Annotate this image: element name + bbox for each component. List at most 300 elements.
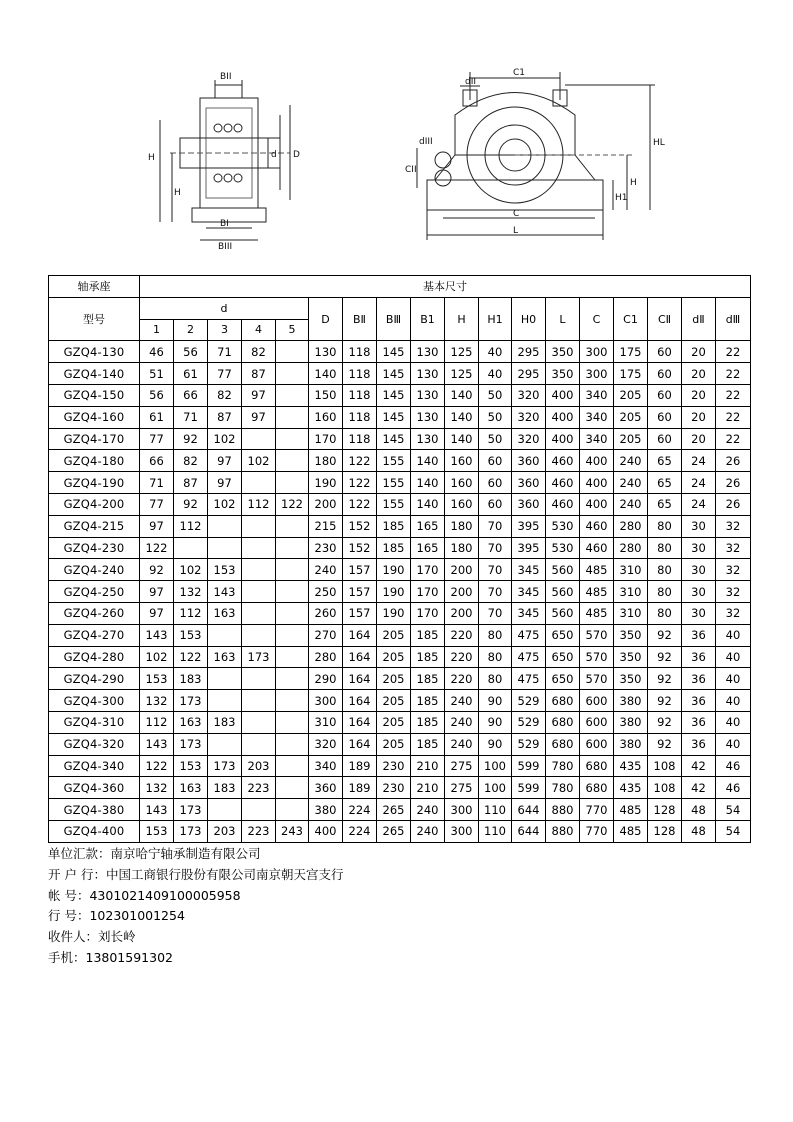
dim-cell: 36 bbox=[682, 624, 716, 646]
dim-cell: 300 bbox=[580, 363, 614, 385]
model-cell: GZQ4-340 bbox=[49, 755, 140, 777]
d-cell: 203 bbox=[242, 755, 276, 777]
dim-cell: 100 bbox=[479, 777, 512, 799]
d-cell: 173 bbox=[242, 646, 276, 668]
dim-cell: 160 bbox=[445, 493, 479, 515]
dim-cell: 680 bbox=[580, 777, 614, 799]
header-bearing-seat: 轴承座 bbox=[49, 276, 140, 298]
dim-cell: 130 bbox=[411, 363, 445, 385]
dim-cell: 200 bbox=[445, 602, 479, 624]
dim-cell: 230 bbox=[377, 755, 411, 777]
d-cell: 163 bbox=[208, 602, 242, 624]
dim-cell: 400 bbox=[580, 472, 614, 494]
dim-cell: 20 bbox=[682, 363, 716, 385]
dim-cell: 275 bbox=[445, 777, 479, 799]
dim-cell: 140 bbox=[445, 384, 479, 406]
dim-cell: 140 bbox=[309, 363, 343, 385]
dim-cell: 300 bbox=[445, 799, 479, 821]
d-cell: 92 bbox=[140, 559, 174, 581]
dim-cell: 350 bbox=[546, 363, 580, 385]
dim-cell: 460 bbox=[580, 537, 614, 559]
d-cell: 173 bbox=[174, 799, 208, 821]
d-cell: 97 bbox=[140, 581, 174, 603]
dim-cell: 164 bbox=[343, 733, 377, 755]
dim-cell: 400 bbox=[309, 820, 343, 842]
table-row bbox=[49, 733, 751, 755]
d-cell bbox=[276, 341, 309, 363]
d-cell: 112 bbox=[140, 711, 174, 733]
d-cell: 97 bbox=[242, 406, 276, 428]
dim-cell: 570 bbox=[580, 646, 614, 668]
dim-cell: 24 bbox=[682, 472, 716, 494]
d-cell bbox=[242, 624, 276, 646]
dim-cell: 530 bbox=[546, 515, 580, 537]
dim-cell: 90 bbox=[479, 690, 512, 712]
dim-cell: 145 bbox=[377, 384, 411, 406]
dim-cell: 224 bbox=[343, 799, 377, 821]
d-cell bbox=[276, 690, 309, 712]
dim-cell: 46 bbox=[716, 777, 751, 799]
dim-cell: 60 bbox=[648, 384, 682, 406]
d-cell: 92 bbox=[174, 428, 208, 450]
dim-cell: 395 bbox=[512, 537, 546, 559]
header-dim: D bbox=[309, 297, 343, 341]
model-cell: GZQ4-240 bbox=[49, 559, 140, 581]
dim-cell: 36 bbox=[682, 733, 716, 755]
d-cell bbox=[276, 711, 309, 733]
dim-cell: 485 bbox=[580, 559, 614, 581]
dim-cell: 40 bbox=[716, 690, 751, 712]
d-cell bbox=[242, 428, 276, 450]
dim-cell: 340 bbox=[580, 406, 614, 428]
dim-cell: 118 bbox=[343, 406, 377, 428]
dim-cell: 30 bbox=[682, 537, 716, 559]
header-basic-dims: 基本尺寸 bbox=[140, 276, 751, 298]
d-cell bbox=[242, 799, 276, 821]
d-cell bbox=[208, 515, 242, 537]
table-row bbox=[49, 537, 751, 559]
label-bii: BII bbox=[220, 72, 232, 82]
d-cell: 173 bbox=[174, 733, 208, 755]
dim-cell: 360 bbox=[512, 493, 546, 515]
d-cell: 203 bbox=[208, 820, 242, 842]
d-cell bbox=[276, 450, 309, 472]
dim-cell: 122 bbox=[343, 450, 377, 472]
table-row bbox=[49, 384, 751, 406]
dim-cell: 122 bbox=[343, 493, 377, 515]
dim-cell: 125 bbox=[445, 363, 479, 385]
dim-cell: 380 bbox=[614, 733, 648, 755]
dim-cell: 460 bbox=[580, 515, 614, 537]
d-cell: 87 bbox=[208, 406, 242, 428]
dim-cell: 530 bbox=[546, 537, 580, 559]
d-cell bbox=[276, 384, 309, 406]
d-cell bbox=[174, 537, 208, 559]
dim-cell: 36 bbox=[682, 690, 716, 712]
dim-cell: 118 bbox=[343, 341, 377, 363]
info-account: 帐 号：4301021409100005958 bbox=[48, 887, 241, 903]
dim-cell: 400 bbox=[546, 428, 580, 450]
dim-cell: 50 bbox=[479, 384, 512, 406]
dim-cell: 50 bbox=[479, 428, 512, 450]
d-cell bbox=[276, 668, 309, 690]
model-cell: GZQ4-150 bbox=[49, 384, 140, 406]
dim-cell: 680 bbox=[546, 690, 580, 712]
dim-cell: 485 bbox=[614, 799, 648, 821]
d-cell: 173 bbox=[208, 755, 242, 777]
dim-cell: 60 bbox=[648, 406, 682, 428]
model-cell: GZQ4-280 bbox=[49, 646, 140, 668]
dim-cell: 80 bbox=[648, 515, 682, 537]
dim-cell: 230 bbox=[377, 777, 411, 799]
table-row bbox=[49, 711, 751, 733]
dim-cell: 340 bbox=[580, 384, 614, 406]
dim-cell: 780 bbox=[546, 755, 580, 777]
label-c: C bbox=[513, 209, 520, 219]
label-biii: BIII bbox=[218, 242, 233, 250]
dim-cell: 164 bbox=[343, 668, 377, 690]
dim-cell: 20 bbox=[682, 406, 716, 428]
dim-cell: 90 bbox=[479, 733, 512, 755]
dim-cell: 599 bbox=[512, 755, 546, 777]
dim-cell: 200 bbox=[445, 559, 479, 581]
dim-cell: 40 bbox=[716, 733, 751, 755]
model-cell: GZQ4-270 bbox=[49, 624, 140, 646]
d-cell: 97 bbox=[242, 384, 276, 406]
dim-cell: 48 bbox=[682, 799, 716, 821]
dim-cell: 122 bbox=[343, 472, 377, 494]
dim-cell: 130 bbox=[411, 384, 445, 406]
dim-cell: 880 bbox=[546, 820, 580, 842]
dim-cell: 340 bbox=[580, 428, 614, 450]
d-cell bbox=[242, 581, 276, 603]
d-cell bbox=[208, 733, 242, 755]
d-cell bbox=[242, 733, 276, 755]
table-row bbox=[49, 450, 751, 472]
dim-cell: 157 bbox=[343, 581, 377, 603]
d-cell: 46 bbox=[140, 341, 174, 363]
d-cell: 77 bbox=[140, 428, 174, 450]
d-cell: 132 bbox=[140, 690, 174, 712]
dim-cell: 140 bbox=[445, 406, 479, 428]
dim-cell: 770 bbox=[580, 799, 614, 821]
model-cell: GZQ4-230 bbox=[49, 537, 140, 559]
dim-cell: 65 bbox=[648, 450, 682, 472]
dim-cell: 140 bbox=[411, 493, 445, 515]
d-cell bbox=[242, 559, 276, 581]
dim-cell: 175 bbox=[614, 363, 648, 385]
label-cii: CII bbox=[405, 165, 417, 175]
d-cell: 122 bbox=[276, 493, 309, 515]
header-dim: BⅡ bbox=[343, 297, 377, 341]
dim-cell: 240 bbox=[614, 493, 648, 515]
dim-cell: 175 bbox=[614, 341, 648, 363]
dim-cell: 80 bbox=[479, 668, 512, 690]
dim-cell: 92 bbox=[648, 711, 682, 733]
dim-cell: 280 bbox=[614, 537, 648, 559]
d-cell: 153 bbox=[208, 559, 242, 581]
model-cell: GZQ4-190 bbox=[49, 472, 140, 494]
dim-cell: 275 bbox=[445, 755, 479, 777]
dim-cell: 42 bbox=[682, 777, 716, 799]
dim-cell: 128 bbox=[648, 820, 682, 842]
dim-cell: 400 bbox=[546, 384, 580, 406]
dim-cell: 210 bbox=[411, 755, 445, 777]
dim-cell: 320 bbox=[512, 428, 546, 450]
dim-cell: 780 bbox=[546, 777, 580, 799]
d-cell: 77 bbox=[208, 363, 242, 385]
dim-cell: 157 bbox=[343, 602, 377, 624]
dim-cell: 475 bbox=[512, 646, 546, 668]
d-cell bbox=[208, 537, 242, 559]
d-cell bbox=[276, 624, 309, 646]
model-cell: GZQ4-260 bbox=[49, 602, 140, 624]
dim-cell: 40 bbox=[479, 363, 512, 385]
dim-cell: 185 bbox=[411, 690, 445, 712]
dim-cell: 164 bbox=[343, 711, 377, 733]
table-row bbox=[49, 341, 751, 363]
dim-cell: 350 bbox=[614, 624, 648, 646]
table-row bbox=[49, 602, 751, 624]
dim-cell: 205 bbox=[614, 428, 648, 450]
dim-cell: 310 bbox=[614, 581, 648, 603]
d-cell bbox=[276, 733, 309, 755]
dim-cell: 529 bbox=[512, 690, 546, 712]
dim-cell: 215 bbox=[309, 515, 343, 537]
dim-cell: 20 bbox=[682, 428, 716, 450]
dim-cell: 300 bbox=[309, 690, 343, 712]
dim-cell: 190 bbox=[377, 602, 411, 624]
dim-cell: 22 bbox=[716, 341, 751, 363]
dim-cell: 310 bbox=[309, 711, 343, 733]
d-cell: 97 bbox=[140, 515, 174, 537]
dim-cell: 240 bbox=[309, 559, 343, 581]
dim-cell: 260 bbox=[309, 602, 343, 624]
dim-cell: 240 bbox=[614, 450, 648, 472]
dim-cell: 36 bbox=[682, 668, 716, 690]
dim-cell: 110 bbox=[479, 820, 512, 842]
dim-cell: 185 bbox=[377, 537, 411, 559]
dim-cell: 380 bbox=[309, 799, 343, 821]
dim-cell: 180 bbox=[445, 537, 479, 559]
d-cell bbox=[242, 537, 276, 559]
table-row bbox=[49, 646, 751, 668]
table-row bbox=[49, 690, 751, 712]
dim-cell: 485 bbox=[580, 581, 614, 603]
dim-cell: 250 bbox=[309, 581, 343, 603]
dim-cell: 24 bbox=[682, 493, 716, 515]
dim-cell: 22 bbox=[716, 428, 751, 450]
dim-cell: 340 bbox=[309, 755, 343, 777]
dim-cell: 180 bbox=[445, 515, 479, 537]
dim-cell: 310 bbox=[614, 559, 648, 581]
label-h: H bbox=[630, 178, 637, 188]
d-cell: 143 bbox=[208, 581, 242, 603]
d-cell: 97 bbox=[140, 602, 174, 624]
dim-cell: 350 bbox=[546, 341, 580, 363]
dim-cell: 400 bbox=[580, 493, 614, 515]
d-cell bbox=[208, 799, 242, 821]
header-dim: L bbox=[546, 297, 580, 341]
d-cell: 61 bbox=[174, 363, 208, 385]
label-c1: C1 bbox=[513, 68, 526, 78]
d-cell: 102 bbox=[140, 646, 174, 668]
d-cell: 132 bbox=[140, 777, 174, 799]
dim-cell: 560 bbox=[546, 581, 580, 603]
dim-cell: 70 bbox=[479, 515, 512, 537]
dim-cell: 157 bbox=[343, 559, 377, 581]
dim-cell: 380 bbox=[614, 711, 648, 733]
dim-cell: 360 bbox=[512, 450, 546, 472]
dim-cell: 240 bbox=[614, 472, 648, 494]
dim-cell: 680 bbox=[546, 711, 580, 733]
dim-cell: 90 bbox=[479, 711, 512, 733]
dim-cell: 185 bbox=[411, 646, 445, 668]
dim-cell: 205 bbox=[377, 624, 411, 646]
dim-cell: 60 bbox=[648, 428, 682, 450]
payment-info bbox=[48, 844, 343, 969]
dim-cell: 205 bbox=[377, 711, 411, 733]
dim-cell: 190 bbox=[309, 472, 343, 494]
dim-cell: 205 bbox=[377, 690, 411, 712]
header-d-sub: 1 bbox=[140, 319, 174, 341]
dim-cell: 300 bbox=[580, 341, 614, 363]
dim-cell: 152 bbox=[343, 515, 377, 537]
dim-cell: 70 bbox=[479, 559, 512, 581]
table-row bbox=[49, 820, 751, 842]
dim-cell: 164 bbox=[343, 690, 377, 712]
dim-cell: 475 bbox=[512, 624, 546, 646]
model-cell: GZQ4-140 bbox=[49, 363, 140, 385]
dim-cell: 280 bbox=[309, 646, 343, 668]
header-dim: H0 bbox=[512, 297, 546, 341]
dim-cell: 200 bbox=[445, 581, 479, 603]
header-d-sub: 2 bbox=[174, 319, 208, 341]
dim-cell: 270 bbox=[309, 624, 343, 646]
dim-cell: 65 bbox=[648, 493, 682, 515]
table-row bbox=[49, 559, 751, 581]
dim-cell: 200 bbox=[309, 493, 343, 515]
d-cell bbox=[276, 602, 309, 624]
dim-cell: 30 bbox=[682, 515, 716, 537]
dim-cell: 205 bbox=[377, 646, 411, 668]
dim-cell: 570 bbox=[580, 668, 614, 690]
d-cell: 102 bbox=[174, 559, 208, 581]
dim-cell: 185 bbox=[411, 711, 445, 733]
dim-cell: 24 bbox=[682, 450, 716, 472]
dim-cell: 42 bbox=[682, 755, 716, 777]
dim-cell: 560 bbox=[546, 559, 580, 581]
dim-cell: 155 bbox=[377, 450, 411, 472]
dim-cell: 170 bbox=[309, 428, 343, 450]
dim-cell: 644 bbox=[512, 799, 546, 821]
model-cell: GZQ4-250 bbox=[49, 581, 140, 603]
dim-cell: 360 bbox=[309, 777, 343, 799]
dim-cell: 40 bbox=[716, 624, 751, 646]
dim-cell: 118 bbox=[343, 428, 377, 450]
dim-cell: 145 bbox=[377, 363, 411, 385]
dim-cell: 108 bbox=[648, 755, 682, 777]
dim-cell: 36 bbox=[682, 711, 716, 733]
header-d-sub: 5 bbox=[276, 319, 309, 341]
dim-cell: 350 bbox=[614, 646, 648, 668]
dim-cell: 210 bbox=[411, 777, 445, 799]
dim-cell: 60 bbox=[479, 493, 512, 515]
d-cell: 143 bbox=[140, 733, 174, 755]
model-cell: GZQ4-160 bbox=[49, 406, 140, 428]
d-cell bbox=[276, 406, 309, 428]
dim-cell: 205 bbox=[614, 406, 648, 428]
dim-cell: 165 bbox=[411, 515, 445, 537]
table-row bbox=[49, 493, 751, 515]
dim-cell: 310 bbox=[614, 602, 648, 624]
d-cell bbox=[276, 472, 309, 494]
dim-cell: 130 bbox=[411, 341, 445, 363]
d-cell: 97 bbox=[208, 450, 242, 472]
dim-cell: 650 bbox=[546, 624, 580, 646]
d-cell bbox=[276, 799, 309, 821]
d-cell bbox=[242, 711, 276, 733]
d-cell: 56 bbox=[140, 384, 174, 406]
header-dim: C1 bbox=[614, 297, 648, 341]
dim-cell: 560 bbox=[546, 602, 580, 624]
dim-cell: 599 bbox=[512, 777, 546, 799]
dim-cell: 170 bbox=[411, 602, 445, 624]
dim-cell: 36 bbox=[682, 646, 716, 668]
dim-cell: 435 bbox=[614, 755, 648, 777]
d-cell: 82 bbox=[174, 450, 208, 472]
dim-cell: 32 bbox=[716, 581, 751, 603]
dim-cell: 118 bbox=[343, 384, 377, 406]
dim-cell: 32 bbox=[716, 559, 751, 581]
table-row bbox=[49, 428, 751, 450]
d-cell bbox=[242, 690, 276, 712]
d-cell bbox=[208, 668, 242, 690]
label-diii: dIII bbox=[419, 137, 433, 147]
dim-cell: 460 bbox=[546, 450, 580, 472]
dim-cell: 345 bbox=[512, 602, 546, 624]
dim-cell: 529 bbox=[512, 711, 546, 733]
d-cell: 173 bbox=[174, 820, 208, 842]
d-cell: 122 bbox=[140, 537, 174, 559]
dim-cell: 145 bbox=[377, 428, 411, 450]
dim-cell: 400 bbox=[580, 450, 614, 472]
dim-cell: 80 bbox=[648, 559, 682, 581]
dim-cell: 680 bbox=[546, 733, 580, 755]
d-cell: 153 bbox=[140, 668, 174, 690]
d-cell: 56 bbox=[174, 341, 208, 363]
label-d: d bbox=[271, 150, 277, 160]
table-row bbox=[49, 363, 751, 385]
dim-cell: 26 bbox=[716, 472, 751, 494]
model-cell: GZQ4-170 bbox=[49, 428, 140, 450]
dim-cell: 600 bbox=[580, 711, 614, 733]
dim-cell: 30 bbox=[682, 559, 716, 581]
dim-cell: 395 bbox=[512, 515, 546, 537]
dim-cell: 265 bbox=[377, 820, 411, 842]
dim-cell: 40 bbox=[716, 668, 751, 690]
dim-cell: 155 bbox=[377, 472, 411, 494]
d-cell: 163 bbox=[208, 646, 242, 668]
d-cell: 153 bbox=[140, 820, 174, 842]
dim-cell: 320 bbox=[512, 384, 546, 406]
dim-cell: 400 bbox=[546, 406, 580, 428]
dim-cell: 485 bbox=[580, 602, 614, 624]
dim-cell: 60 bbox=[648, 363, 682, 385]
d-cell: 112 bbox=[174, 515, 208, 537]
info-bank-code: 行 号：102301001254 bbox=[48, 908, 185, 924]
d-cell: 82 bbox=[208, 384, 242, 406]
